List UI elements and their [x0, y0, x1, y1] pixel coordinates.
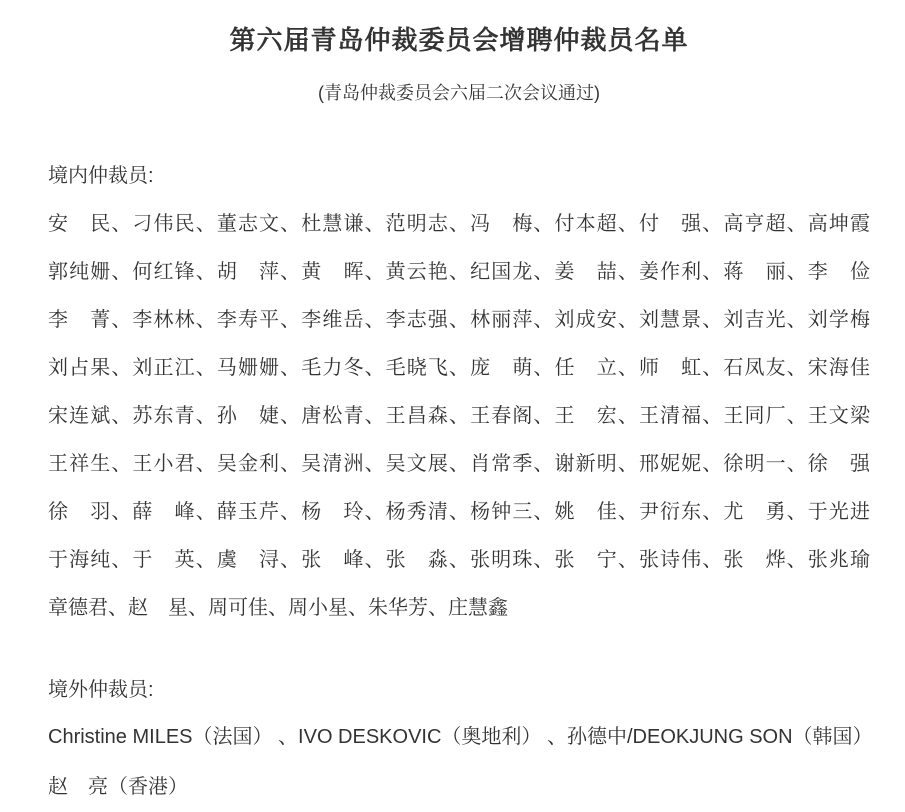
overseas-arbitrators-list: [48, 712, 873, 812]
arbitrator-name-line: 安 民、刁伟民、董志文、杜慧谦、范明志、冯 梅、付本超、付 强、高亨超、高坤霞: [48, 213, 870, 235]
arbitrator-name-line: Christine MILES（法国） 、IVO DESKOVIC（奥地利） 、孙德中/DEOKJUNG SON（韩国）: [48, 726, 873, 748]
arbitrator-name-line: 王祥生、王小君、吴金利、吴清洲、吴文展、肖常季、谢新明、邢妮妮、徐明一、徐 强: [48, 453, 870, 475]
overseas-arbitrators-section: [48, 676, 873, 812]
arbitrator-name-line: 赵 亮（香港）: [48, 776, 188, 798]
overseas-arbitrators-heading: 境外仲裁员:: [48, 679, 154, 701]
domestic-arbitrators-list: [48, 200, 870, 632]
arbitrator-name-line: 徐 羽、薛 峰、薛玉芹、杨 玲、杨秀清、杨钟三、姚 佳、尹衍东、尤 勇、于光进: [48, 501, 870, 523]
page-subtitle: (青岛仲裁委员会六届二次会议通过): [318, 83, 600, 103]
domestic-arbitrators-heading: 境内仲裁员:: [48, 165, 154, 187]
arbitrator-name-line: 李 菁、李林林、李寿平、李维岳、李志强、林丽萍、刘成安、刘慧景、刘吉光、刘学梅: [48, 309, 870, 331]
arbitrator-name-line: 于海纯、于 英、虞 浔、张 峰、张 淼、张明珠、张 宁、张诗伟、张 烨、张兆瑜: [48, 549, 870, 571]
domestic-arbitrators-section: [48, 162, 870, 632]
arbitrator-name-line: 郭纯姗、何红锋、胡 萍、黄 晖、黄云艳、纪国龙、姜 喆、姜作利、蒋 丽、李 俭: [48, 261, 870, 283]
arbitrator-name-line: 刘占果、刘正江、马姗姗、毛力冬、毛晓飞、庞 萌、任 立、师 虹、石凤友、宋海佳: [48, 357, 870, 379]
arbitrator-name-line: 章德君、赵 星、周可佳、周小星、朱华芳、庄慧鑫: [48, 597, 508, 619]
page-title: 第六届青岛仲裁委员会增聘仲裁员名单: [229, 25, 689, 55]
arbitrator-name-line: 宋连斌、苏东青、孙 婕、唐松青、王昌森、王春阁、王 宏、王清福、王同厂、王文梁: [48, 405, 870, 427]
